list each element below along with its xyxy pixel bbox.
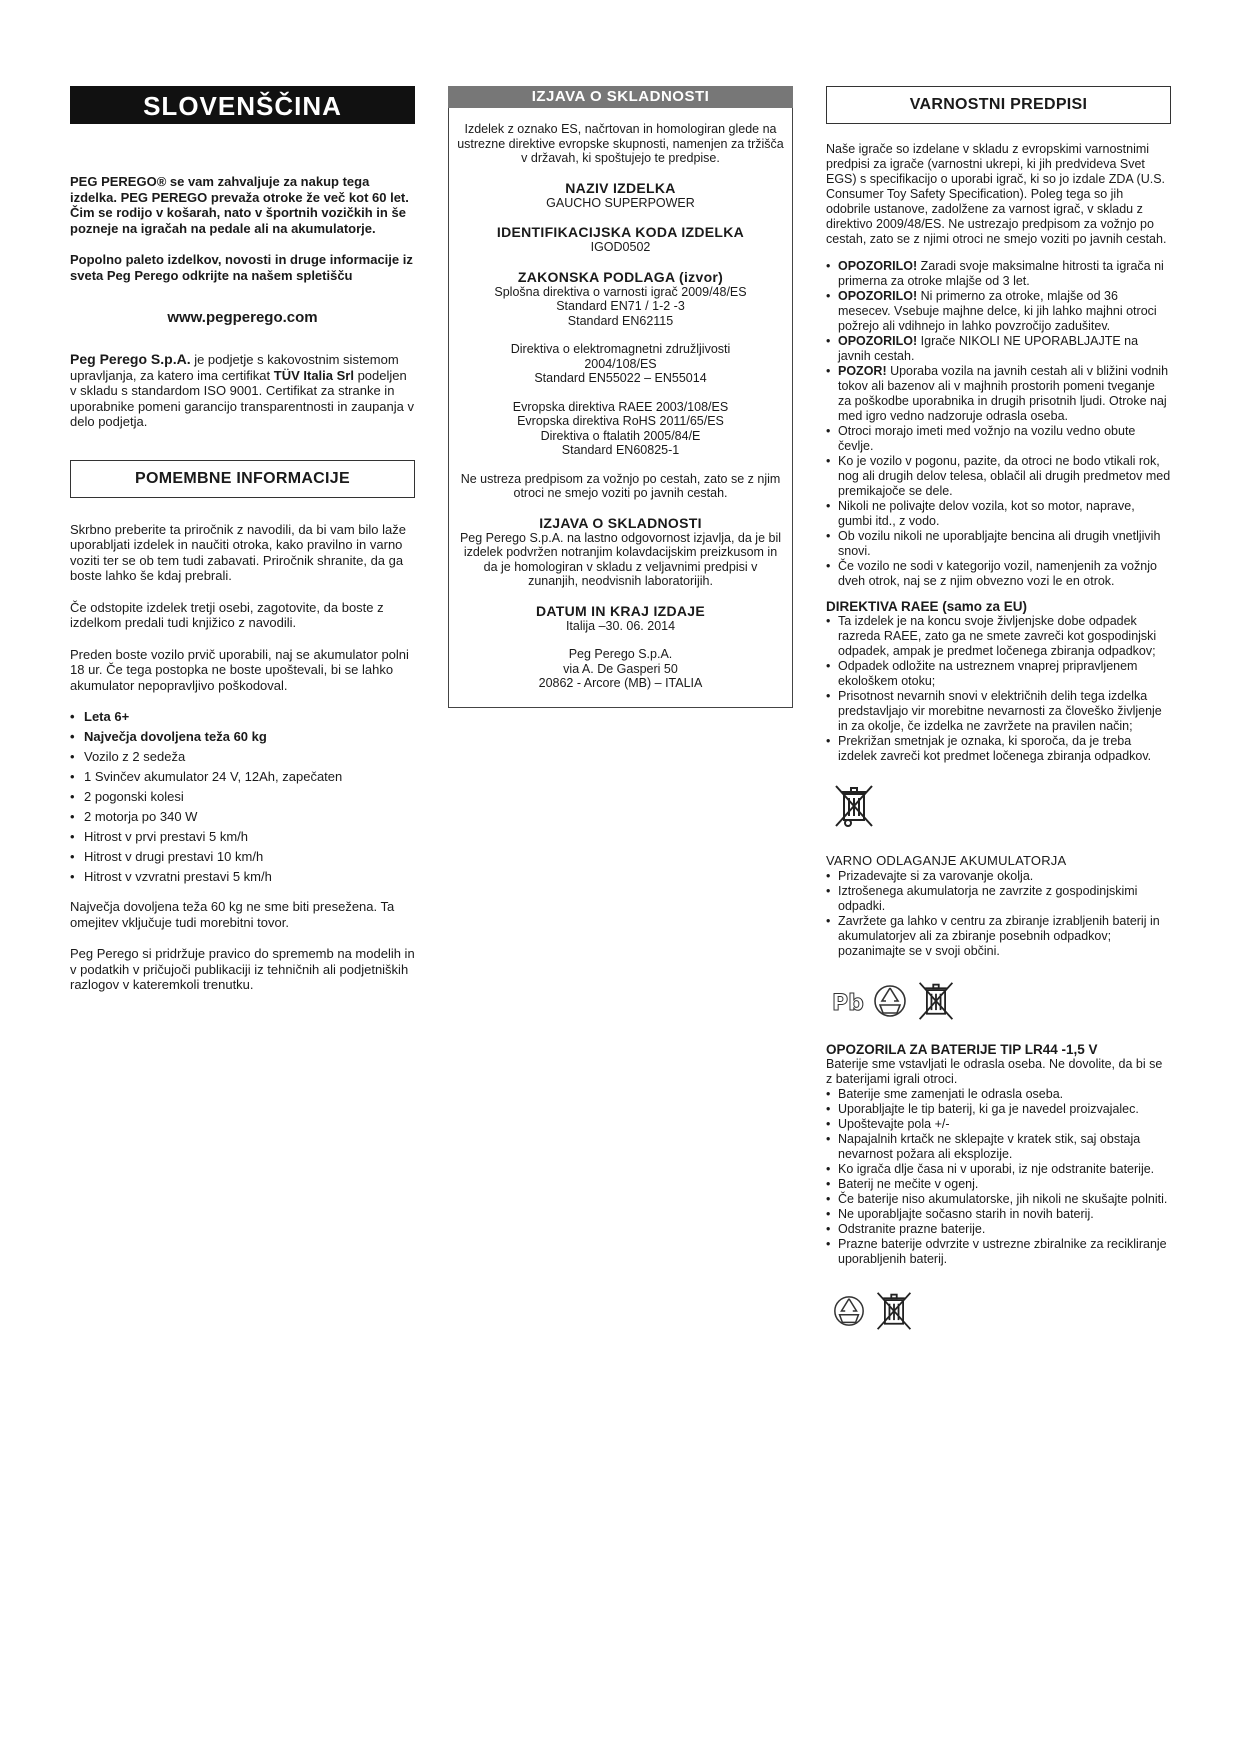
lr44-item: • Ko igrača dlje časa ni v uporabi, iz nje odstranite baterije. (826, 1162, 1171, 1177)
spec-item: • 2 pogonski kolesi (70, 787, 415, 807)
info-paragraph: Če odstopite izdelek tretji osebi, zagotovite, da boste z izdelkom predali tudi knjižico z navodili. (70, 599, 384, 630)
legal-line: 2004/108/ES (584, 356, 657, 371)
spec-item: • Hitrost v vzvratni prestavi 5 km/h (70, 867, 415, 887)
lr44-list (826, 1087, 1171, 1267)
certifier-name: TÜV Italia Srl (273, 367, 354, 383)
spec-item: • 2 motorja po 340 W (70, 807, 415, 827)
legal-line: Direktiva o elektromagnetni združljivosti (510, 342, 731, 356)
lr44-item: • Napajalnih krtačk ne sklepajte v kratek stik, saj obstaja nevarnost požara ali eksplozije. (826, 1132, 1171, 1162)
lr44-item: • Če baterije niso akumulatorske, jih nikoli ne skušajte polniti. (826, 1192, 1171, 1207)
company-name: Peg Perego S.p.A. (70, 351, 191, 367)
warning-item: • OPOZORILO! Igrače NIKOLI NE UPORABLJAJTE na javnih cestah. (826, 334, 1171, 364)
raee-item: • Prisotnost nevarnih snovi v električnih delih tega izdelka predstavljajo vir morebitne nevarnosti za človeško življenje in za okolje, če izdelka ne zavržete na pravilen način; (826, 689, 1171, 734)
warning-item: • Če vozilo ne sodi v kategorijo vozil, namenjenih za vožnjo dveh otrok, naj se z njim obvezno vozi le en otrok. (826, 559, 1171, 589)
declaration-box (448, 108, 793, 708)
warning-list (826, 259, 1171, 589)
battery-icon-row (832, 979, 1171, 1028)
conformity-text: Peg Perego S.p.A. na lastno odgovornost izjavlja, da je bil izdelek podvržen notranjim kolavdacijskim preizkusom in da je homologiran v skladu z veljavnimi predpisi v zunanjih, neodvisnih laboratorijih. (459, 530, 782, 588)
info-paragraph: Peg Perego si pridržuje pravico do sprememb na modelih in v podatkih v pričujoči publikaciji iz tehničnih ali podjetniških razlogov v kateremkoli trenutku. (70, 946, 415, 992)
recycle-icon (832, 1294, 866, 1333)
recycle-icon (872, 983, 908, 1024)
lr44-item: • Upoštevajte pola +/- (826, 1117, 1171, 1132)
raee-item: • Prekrižan smetnjak je oznaka, ki sporoča, da je treba izdelek zavreči kot predmet ločenega zbiranja odpadkov. (826, 734, 1171, 764)
language-title: SLOVENŠČINA (70, 86, 415, 124)
battery-disposal-item: • Zavržete ga lahko v centru za zbiranje izrabljenih baterij in akumulatorjev ali za zbiranje posebnih odpadkov; pozanimajte se v svoji občini. (826, 914, 1171, 959)
spec-item: • Leta 6+ (70, 707, 415, 727)
address-line: Peg Perego S.p.A. (568, 647, 673, 661)
legal-line: Standard EN55022 – EN55014 (534, 371, 707, 385)
raee-item: • Odpadek odložite na ustreznem vnaprej pripravljenem ekološkem otoku; (826, 659, 1171, 689)
legal-line: Standard EN62115 (567, 313, 674, 328)
crossed-bin-icon (832, 782, 876, 835)
address-line: via A. De Gasperi 50 (563, 661, 678, 676)
declaration-intro: Izdelek z oznako ES, načrtovan in homologiran glede na ustrezne direktive evropske skupnosti, namenjen za tržišča v državah, ki spoštujejo te predpise. (457, 122, 784, 165)
battery-disposal-title: VARNO ODLAGANJE AKUMULATORJA (826, 853, 1067, 868)
declaration-header: IZJAVA O SKLADNOSTI (448, 86, 793, 108)
raee-list (826, 614, 1171, 764)
issue-date: Italija –30. 06. 2014 (565, 618, 676, 633)
warning-item: • Otroci morajo imeti med vožnjo na vozilu vedno obute čevlje. (826, 424, 1171, 454)
warning-item: • Ko je vozilo v pogonu, pazite, da otroci ne bodo vtikali rok, nog ali drugih delov telesa, oblačil ali drugih predmetov med premikajoče se dele. (826, 454, 1171, 499)
info-paragraph: Skrbno preberite ta priročnik z navodili, da bi vam bilo laže uporabljati izdelek in naučiti otroka, kako pravilno in varno voziti ter se ob tem tudi zabavati. Priročnik shranite, da ga boste lahko še kdaj prebrali. (70, 521, 407, 583)
lr44-item: • Ne uporabljajte sočasno starih in novih baterij. (826, 1207, 1171, 1222)
column-introduction (70, 86, 415, 993)
spec-item: • Največja dovoljena teža 60 kg (70, 727, 415, 747)
legal-line: Direktiva o ftalatih 2005/84/E (540, 428, 701, 443)
lr44-item: • Prazne baterije odvrzite v ustrezne zbiralnike za recikliranje uporabljenih baterij. (826, 1237, 1171, 1267)
info-paragraph: Največja dovoljena teža 60 kg ne sme biti presežena. Ta omejitev vključuje tudi morebitni tovor. (70, 899, 395, 930)
intro-paragraph: PEG PEREGO® se vam zahvaljuje za nakup tega izdelka. PEG PEREGO prevaža otroke že več kot 60 let. Čim se rodijo v košarah, nato v športnih vozičkih in še pozneje na igračah na pedale ali na akumulatorje. (70, 174, 409, 236)
pb-icon: Pb (832, 990, 864, 1016)
battery-disposal-item: • Iztrošenega akumulatorja ne zavrzite z gospodinjskimi odpadki. (826, 884, 1171, 914)
battery-disposal-list (826, 869, 1171, 959)
raee-item: • Ta izdelek je na koncu svoje življenjske dobe odpadek razreda RAEE, zato ga ne smete zavreči kot gospodinjski odpadek, ampak je predmet ločenega zbiranja odpadkov; (826, 614, 1171, 659)
issue-date-title: DATUM IN KRAJ IZDAJE (535, 602, 706, 619)
conformity-title: IZJAVA O SKLADNOSTI (539, 514, 702, 531)
lr44-item: • Baterij ne mečite v ogenj. (826, 1177, 1171, 1192)
warning-item: • Ob vozilu nikoli ne uporabljajte bencina ali drugih vnetljivih snovi. (826, 529, 1171, 559)
warning-item: • Nikoli ne polivajte delov vozila, kot so motor, naprave, gumbi itd., z vodo. (826, 499, 1171, 529)
lr44-item: • Uporabljajte le tip baterij, ki ga je navedel proizvajalec. (826, 1102, 1171, 1117)
company-paragraph: Peg Perego S.p.A. je podjetje s kakovostnim sistemom upravljanja, za katero ima certifikat TÜV Italia Srl podeljen v skladu s standardom ISO 9001. Certifikat za stranke in uporabnike pomeni garancijo transparentnosti in zaupanja v delo podjetja. (70, 351, 414, 429)
website-link[interactable]: www.pegperego.com (167, 309, 318, 326)
legal-line: Splošna direktiva o varnosti igrač 2009/48/ES (494, 284, 747, 299)
product-name-title: NAZIV IZDELKA (565, 179, 676, 196)
warning-item: • OPOZORILO! Zaradi svoje maksimalne hitrosti ta igrača ni primerna za otroke mlajše od 3 let. (826, 259, 1171, 289)
road-note: Ne ustreza predpisom za vožnjo po cestah, zato se z njim otroci ne smejo voziti po javnih cestah. (460, 471, 781, 500)
important-info-header: POMEMBNE INFORMACIJE (70, 460, 415, 498)
warning-item: • POZOR! Uporaba vozila na javnih cestah ali v bližini vodnih tokov ali bazenov ali v majhnih prostorih pomeni tveganje za poškodbe uporabnika in drugih prisotnih ljudi. Otroke naj med igro vedno nadzoruje odrasla oseba. (826, 364, 1171, 424)
intro-paragraph-website: Popolno paleto izdelkov, novosti in druge informacije iz sveta Peg Perego odkrijte na našem spletišču (70, 252, 413, 283)
lr44-title: OPOZORILA ZA BATERIJE TIP LR44 -1,5 V (826, 1041, 1098, 1057)
legal-basis-title: ZAKONSKA PODLAGA (izvor) (517, 268, 724, 285)
crossed-bin-icon (916, 979, 956, 1028)
column-declaration (448, 86, 793, 708)
product-code-title: IDENTIFIKACIJSKA KODA IZDELKA (496, 224, 745, 240)
legal-line: Standard EN60825-1 (561, 443, 680, 457)
spec-item: • Vozilo z 2 sedeža (70, 747, 415, 767)
crossed-bin-icon (874, 1289, 914, 1338)
spec-list (70, 707, 415, 887)
warning-item: • OPOZORILO! Ni primerno za otroke, mlajše od 36 mesecev. Vsebuje majhne delce, ki jih lahko majhni otroci požrejo ali vdihnejo in lahko povzročijo zadušitev. (826, 289, 1171, 334)
spec-item: • Hitrost v drugi prestavi 10 km/h (70, 847, 415, 867)
legal-line: Evropska direktiva RAEE 2003/108/ES (512, 399, 729, 414)
product-name: GAUCHO SUPERPOWER (546, 195, 695, 210)
lr44-item: • Baterije sme zamenjati le odrasla oseba. (826, 1087, 1171, 1102)
lr44-intro: Baterije sme vstavljati le odrasla oseba. Ne dovolite, da bi se z baterijami igrali otroci. (826, 1056, 1163, 1086)
column-safety (826, 86, 1171, 1356)
lr44-icon-row (832, 1289, 1171, 1338)
legal-line: Standard EN71 / 1-2 -3 (556, 299, 685, 313)
battery-disposal-item: • Prizadevajte si za varovanje okolja. (826, 869, 1171, 884)
product-code: IGOD0502 (590, 240, 651, 254)
lr44-item: • Odstranite prazne baterije. (826, 1222, 1171, 1237)
legal-line: Evropska direktiva RoHS 2011/65/ES (517, 414, 724, 428)
info-paragraph: Preden boste vozilo prvič uporabili, naj se akumulator polni 18 ur. Če tega postopka ne boste upoštevali, bi se lahko akumulator nepopravljivo poškodoval. (70, 646, 409, 693)
safety-intro: Naše igrače so izdelane v skladu z evropskimi varnostnimi predpisi za igrače (varnostni ukrepi, ki jih predvideva Svet EGS) s specifikacijo o uporabi igrač, ki so jo izdale ZDA (U.S. Consumer Toy Safety Specification). Poleg tega so jih odobrile ustanove, zadolžene za varnost igrač, v skladu z direktivo 2009/48/ES. Ne ustrezajo predpisom za vožnjo po cestah, zato se z njimi otroci ne smejo voziti po javnih cestah. (826, 142, 1167, 246)
safety-header: VARNOSTNI PREDPISI (826, 86, 1171, 124)
spec-item: • Hitrost v prvi prestavi 5 km/h (70, 827, 415, 847)
raee-title: DIREKTIVA RAEE (samo za EU) (826, 599, 1028, 614)
spec-item: • 1 Svinčev akumulator 24 V, 12Ah, zapečaten (70, 767, 415, 787)
raee-icon-row (832, 782, 1171, 835)
address-line: 20862 - Arcore (MB) – ITALIA (538, 676, 703, 690)
